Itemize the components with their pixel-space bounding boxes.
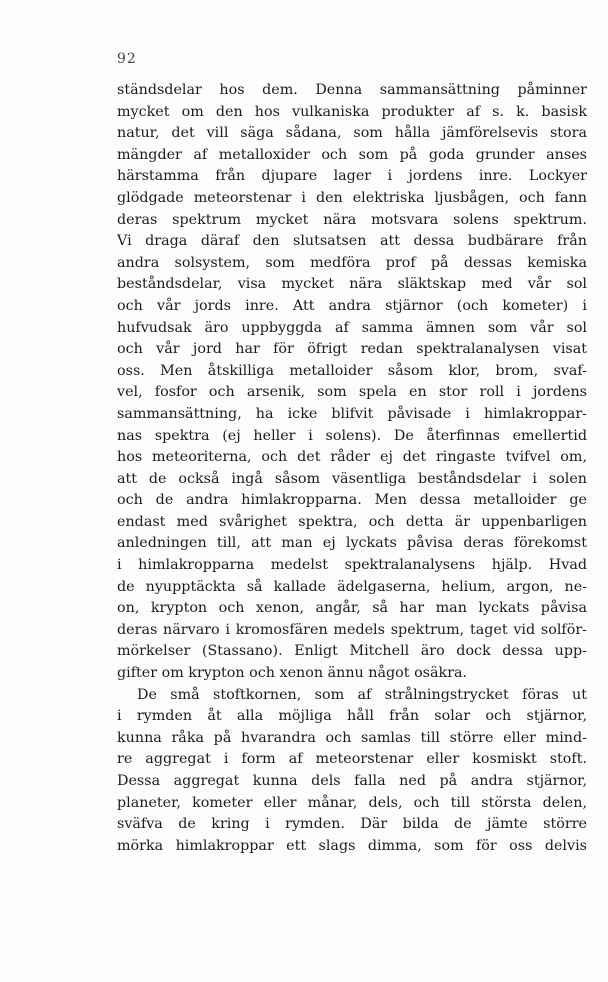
text-line: glödgade meteorstenar i den elektriska ljusbågen, och fann <box>117 189 587 206</box>
text-line: re aggregat i form af meteorstenar eller kosmiskt stoft. <box>117 751 587 768</box>
text-line: mycket om den hos vulkaniska produkter af s. k. basisk <box>117 103 587 120</box>
text-line: vel, fosfor och arsenik, som spela en stor roll i jordens <box>117 384 587 401</box>
text-line: och vår jords inre. Att andra stjärnor (och kometer) i <box>117 297 587 314</box>
text-line: att de också ingå såsom väsentliga beståndsdelar i solen <box>117 470 587 487</box>
text-line: De små stoftkornen, som af strålningstrycket föras ut <box>137 686 587 703</box>
text-line: nas spektra (ej heller i solens). De återfinnas emellertid <box>117 427 587 444</box>
text-line: i himlakropparna medelst spektralanalysens hjälp. Hvad <box>117 557 587 574</box>
text-line: deras spektrum mycket nära motsvara solens spektrum. <box>117 211 587 228</box>
text-line: andra solsystem, som medföra prof på dessas kemiska <box>117 254 587 271</box>
text-line: mängder af metalloxider och som på goda grunder anses <box>117 146 587 163</box>
text-line: hufvudsak äro uppbyggda af samma ämnen som vår sol <box>117 319 587 336</box>
text-line: endast med svårighet spektra, och detta är uppenbarligen <box>117 513 587 530</box>
text-line: deras närvaro i kromosfären medels spektrum, taget vid solför- <box>117 621 587 638</box>
body-text <box>117 80 587 857</box>
text-line: Vi draga däraf den slutsatsen att dessa budbärare från <box>117 233 587 250</box>
text-line: gifter om krypton och xenon ännu något osäkra. <box>117 665 468 682</box>
text-line: planeter, kometer eller månar, dels, och till största delen, <box>117 794 587 811</box>
text-line: kunna råka på hvarandra och samlas till större eller mind- <box>117 729 587 746</box>
text-line: mörkelser (Stassano). Enligt Mitchell äro dock dessa upp- <box>117 643 587 660</box>
text-line: de nyupptäckta så kallade ädelgaserna, helium, argon, ne- <box>117 578 587 595</box>
text-line: sväfva de kring i rymden. Där bilda de jämte större <box>117 816 587 833</box>
text-line: i rymden åt alla möjliga håll från solar och stjärnor, <box>117 708 587 725</box>
text-line: hos meteoriterna, och det råder ej det ringaste tvifvel om, <box>117 449 587 466</box>
text-line: mörka himlakroppar ett slags dimma, som för oss delvis <box>117 837 587 854</box>
text-line: natur, det vill säga sådana, som hålla jämförelsevis stora <box>117 125 587 142</box>
page-number: 92 <box>117 51 137 67</box>
text-line: oss. Men åtskilliga metalloider såsom klor, brom, svaf- <box>117 362 587 379</box>
text-line: Dessa aggregat kunna dels falla ned på andra stjärnor, <box>117 773 587 789</box>
text-line: ständsdelar hos dem. Denna sammansättning påminner <box>117 82 587 98</box>
text-line: härstamma från djupare lager i jordens inre. Lockyer <box>117 168 587 185</box>
text-line: beståndsdelar, visa mycket nära släktskap med vår sol <box>117 276 587 293</box>
text-line: anledningen till, att man ej lyckats påvisa deras förekomst <box>117 535 587 552</box>
text-line: och vår jord har för öfrigt redan spektralanalysen visat <box>117 341 587 358</box>
text-line: och de andra himlakropparna. Men dessa metalloider ge <box>117 492 587 509</box>
text-line: on, krypton och xenon, angår, så har man lyckats påvisa <box>117 600 587 617</box>
text-line: sammansättning, ha icke blifvit påvisade i himlakroppar- <box>117 405 587 422</box>
